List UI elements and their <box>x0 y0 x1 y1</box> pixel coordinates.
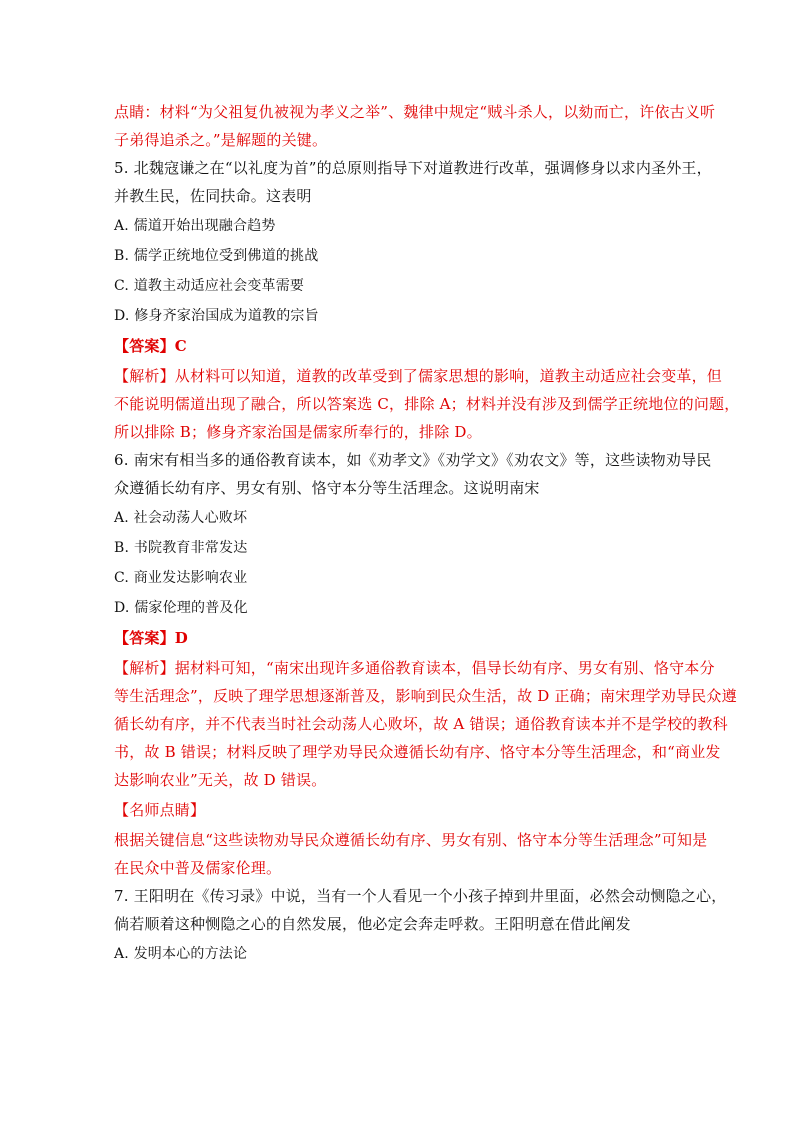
analysis-line: 循长幼有序，并不代表当时社会动荡人心败坏，故 A 错误；通俗教育读本并不是学校的教科 <box>114 715 728 733</box>
question-stem: 倘若顺着这种恻隐之心的自然发展，他必定会奔走呼救。王阳明意在借此阐发 <box>114 915 631 933</box>
question-stem: 6. 南宋有相当多的通俗教育读本，如《劝孝文》《劝学文》《劝农文》等，这些读物劝导民 <box>114 451 712 469</box>
tip-line: 子弟得追杀之。”是解题的关键。 <box>114 131 328 149</box>
analysis-line: 【解析】据材料可知，“南宋出现许多通俗教育读本，倡导长幼有序、男女有别、恪守本分 <box>114 659 715 677</box>
question-stem: 并教生民，佐同扶命。这表明 <box>114 187 312 205</box>
option-d: D. 修身齐家治国成为道教的宗旨 <box>114 308 319 324</box>
tip-line: 点睛：材料“为父祖复仇被视为孝义之举”、魏律中规定“贼斗杀人，以劾而亡，许依古义听 <box>114 103 716 121</box>
option-d: D. 儒家伦理的普及化 <box>114 600 248 616</box>
analysis-line: 【解析】从材料可以知道，道教的改革受到了儒家思想的影响，道教主动适应社会变革，但 <box>114 367 723 385</box>
option-c: C. 商业发达影响农业 <box>114 570 248 586</box>
question-7 <box>114 882 727 968</box>
document-page <box>114 98 740 968</box>
answer-label: 【答案】C <box>114 337 187 355</box>
question-6 <box>114 446 737 882</box>
option-a: A. 社会动荡人心败坏 <box>114 510 248 526</box>
question-5 <box>114 154 740 446</box>
question-stem: 7. 王阳明在《传习录》中说，当有一个人看见一个小孩子掉到井里面，必然会动恻隐之心， <box>114 887 727 905</box>
option-c: C. 道教主动适应社会变革需要 <box>114 278 305 294</box>
analysis-line: 不能说明儒道出现了融合，所以答案选 C，排除 A；材料并没有涉及到儒学正统地位的问题， <box>114 395 740 413</box>
option-b: B. 书院教育非常发达 <box>114 540 248 556</box>
question-stem: 5. 北魏寇谦之在“以礼度为首”的总原则指导下对道教进行改革，强调修身以求内圣外王， <box>114 159 712 177</box>
analysis-line: 等生活理念”，反映了理学思想逐渐普及，影响到民众生活，故 D 正确；南宋理学劝导民众遵 <box>114 687 737 705</box>
answer-label: 【答案】D <box>114 629 189 647</box>
analysis-line: 所以排除 B；修身齐家治国是儒家所奉行的，排除 D。 <box>114 423 482 441</box>
analysis-line: 书，故 B 错误；材料反映了理学劝导民众遵循长幼有序、恪守本分等生活理念，和“商业发 <box>114 743 721 761</box>
tip-previous-question <box>114 98 716 154</box>
option-b: B. 儒学正统地位受到佛道的挑战 <box>114 248 319 264</box>
option-a: A. 儒道开始出现融合趋势 <box>114 218 276 234</box>
tip-line: 根据关键信息“这些读物劝导民众遵循长幼有序、男女有别、恪守本分等生活理念”可知是 <box>114 831 708 849</box>
tip-heading: 【名师点睛】 <box>114 801 206 819</box>
analysis-line: 达影响农业”无关，故 D 错误。 <box>114 771 327 789</box>
question-stem: 众遵循长幼有序、男女有别、恪守本分等生活理念。这说明南宋 <box>114 479 540 497</box>
option-a: A. 发明本心的方法论 <box>114 946 248 962</box>
tip-line: 在民众中普及儒家伦理。 <box>114 859 282 877</box>
